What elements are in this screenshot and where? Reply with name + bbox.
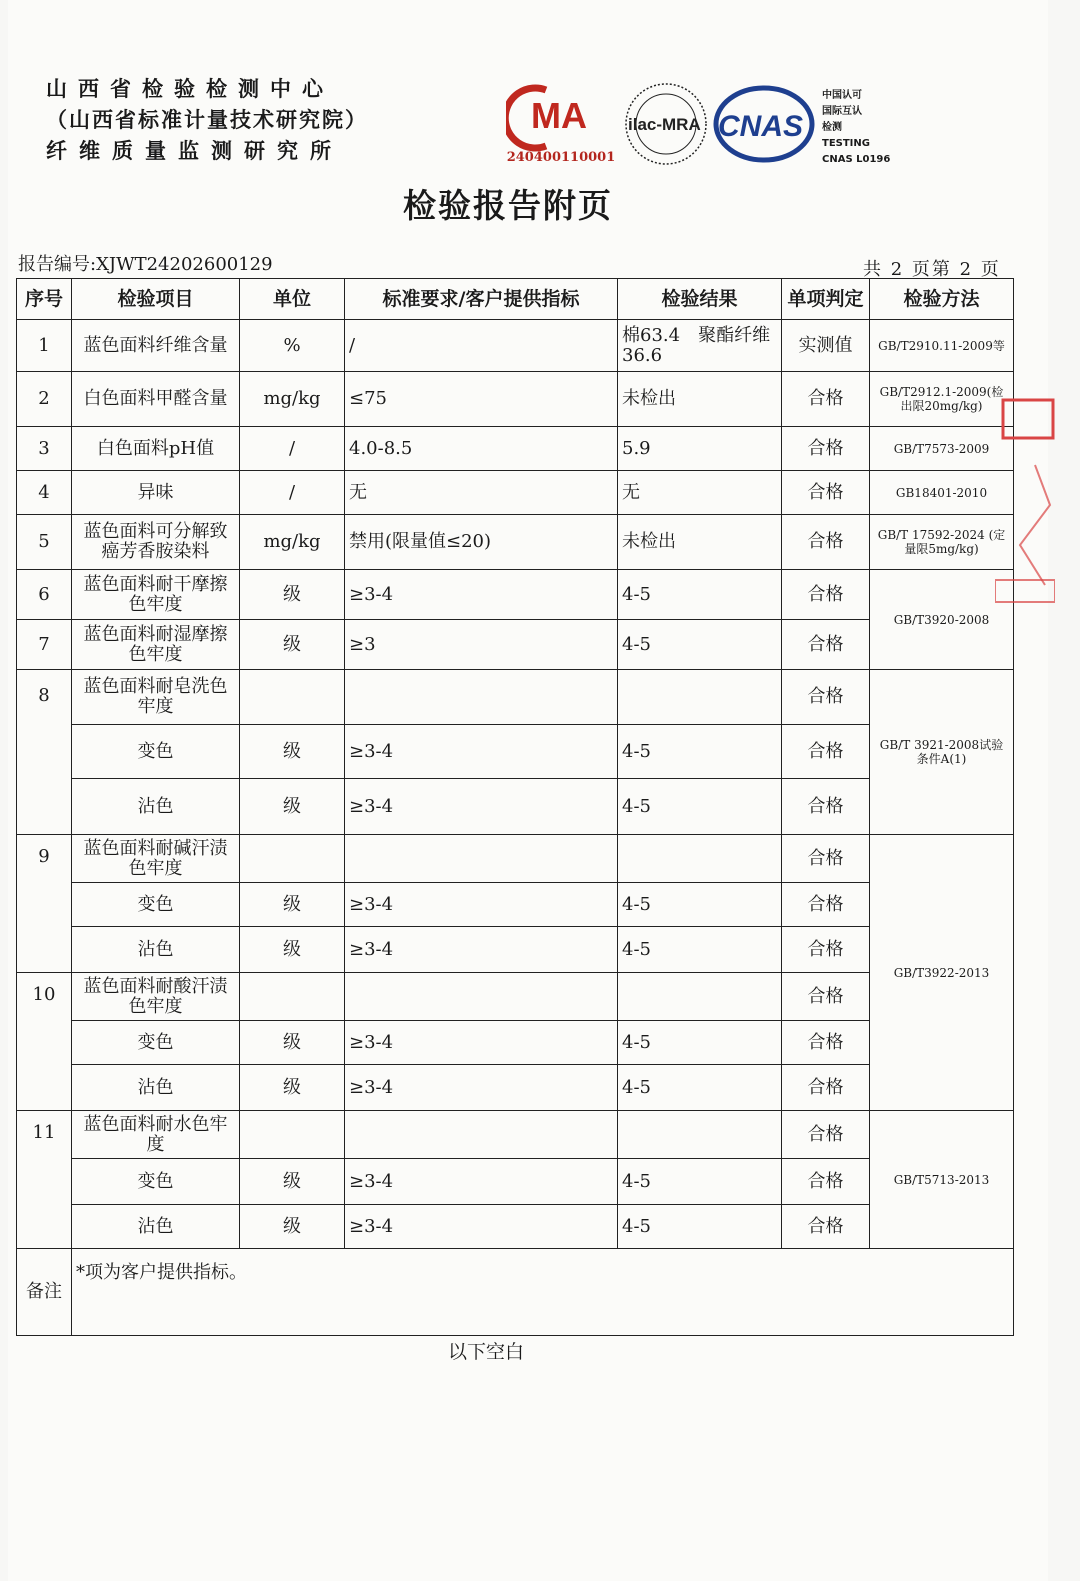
row-result <box>618 973 782 1021</box>
page-title: 检验报告附页 <box>403 186 613 225</box>
certification-logos <box>506 80 906 170</box>
cnas-line-1: 中国认可 <box>822 90 862 101</box>
table-row <box>17 725 1014 779</box>
row-requirement: ≥3-4 <box>345 1159 618 1205</box>
row-unit <box>240 670 345 725</box>
row-result: 4-5 <box>618 883 782 927</box>
row-result: 4-5 <box>618 1205 782 1249</box>
row-unit: / <box>240 471 345 515</box>
row-verdict: 合格 <box>782 883 870 927</box>
row-verdict: 合格 <box>782 927 870 973</box>
table-row <box>17 427 1014 471</box>
row-unit: mg/kg <box>240 372 345 427</box>
row-result <box>618 835 782 883</box>
table-header-row <box>17 279 1014 320</box>
table-row <box>17 927 1014 973</box>
table-row <box>17 1021 1014 1065</box>
row-requirement: ≥3-4 <box>345 1021 618 1065</box>
row-result <box>618 1111 782 1159</box>
row-result: 4-5 <box>618 1065 782 1111</box>
row-requirement: ≥3-4 <box>345 725 618 779</box>
row-no: 11 <box>17 1111 72 1249</box>
row-result: 4-5 <box>618 620 782 670</box>
row-requirement <box>345 670 618 725</box>
row-result: 4-5 <box>618 927 782 973</box>
row-item: 白色面料pH值 <box>72 427 240 471</box>
row-method: GB/T 17592-2024 (定量限5mg/kg) <box>870 515 1014 570</box>
row-result: 无 <box>618 471 782 515</box>
cnas-line-5: CNAS L0196 <box>822 154 891 165</box>
row-item: 变色 <box>72 1159 240 1205</box>
col-header-unit: 单位 <box>240 279 345 320</box>
row-unit: 级 <box>240 725 345 779</box>
row-unit: 级 <box>240 1159 345 1205</box>
cnas-logo <box>716 88 812 160</box>
row-requirement: ≥3-4 <box>345 1065 618 1111</box>
row-unit: 级 <box>240 1205 345 1249</box>
row-no: 4 <box>17 471 72 515</box>
table-row <box>17 883 1014 927</box>
row-verdict: 合格 <box>782 471 870 515</box>
row-no: 8 <box>17 670 72 835</box>
row-result <box>618 670 782 725</box>
row-requirement: ≤75 <box>345 372 618 427</box>
table-row <box>17 779 1014 835</box>
row-method: GB/T7573-2009 <box>870 427 1014 471</box>
row-verdict: 合格 <box>782 670 870 725</box>
row-requirement <box>345 1111 618 1159</box>
row-method: GB/T2910.11-2009等 <box>870 320 1014 372</box>
svg-text:MA: MA <box>531 95 587 136</box>
cnas-line-2: 国际互认 <box>822 106 862 117</box>
row-result: 4-5 <box>618 779 782 835</box>
table-row <box>17 320 1014 372</box>
row-no: 6 <box>17 570 72 620</box>
row-result: 4-5 <box>618 1159 782 1205</box>
row-method: GB/T3920-2008 <box>870 570 1014 670</box>
table-row <box>17 471 1014 515</box>
row-no: 5 <box>17 515 72 570</box>
remark-text: *项为客户提供指标。 <box>72 1249 1014 1336</box>
table-row <box>17 835 1014 883</box>
row-item: 变色 <box>72 883 240 927</box>
table-row <box>17 372 1014 427</box>
row-item: 蓝色面料耐干摩擦色牢度 <box>72 570 240 620</box>
cnas-accreditation-text <box>822 88 890 168</box>
svg-text:ilac-MRA: ilac-MRA <box>628 115 701 134</box>
row-unit: % <box>240 320 345 372</box>
row-verdict: 合格 <box>782 1111 870 1159</box>
cnas-line-4: TESTING <box>822 138 870 149</box>
row-verdict: 合格 <box>782 1205 870 1249</box>
row-result: 4-5 <box>618 725 782 779</box>
row-item: 异味 <box>72 471 240 515</box>
row-item: 蓝色面料耐湿摩擦色牢度 <box>72 620 240 670</box>
row-verdict: 合格 <box>782 725 870 779</box>
row-item: 蓝色面料耐水色牢度 <box>72 1111 240 1159</box>
remark-row <box>17 1249 1014 1336</box>
row-verdict: 合格 <box>782 779 870 835</box>
row-unit: mg/kg <box>240 515 345 570</box>
col-header-result: 检验结果 <box>618 279 782 320</box>
row-unit: 级 <box>240 927 345 973</box>
row-item: 蓝色面料可分解致癌芳香胺染料 <box>72 515 240 570</box>
row-unit: 级 <box>240 779 345 835</box>
row-requirement: 4.0-8.5 <box>345 427 618 471</box>
row-method: GB/T5713-2013 <box>870 1111 1014 1249</box>
row-requirement: 禁用(限量值≤20) <box>345 515 618 570</box>
row-no: 3 <box>17 427 72 471</box>
row-requirement: ≥3-4 <box>345 1205 618 1249</box>
row-verdict: 实测值 <box>782 320 870 372</box>
report-page <box>8 0 1048 1581</box>
row-item: 变色 <box>72 1021 240 1065</box>
row-requirement: ≥3 <box>345 620 618 670</box>
row-unit: 级 <box>240 570 345 620</box>
row-unit: 级 <box>240 1065 345 1111</box>
table-row <box>17 973 1014 1021</box>
ma-certificate-number: 240400110001 <box>506 150 616 165</box>
org-line-2: （山西省标准计量技术研究院） <box>46 108 368 132</box>
row-verdict: 合格 <box>782 973 870 1021</box>
row-requirement <box>345 835 618 883</box>
organization-name <box>46 74 368 167</box>
row-method: GB/T 3921-2008试验条件A(1) <box>870 670 1014 835</box>
table-row <box>17 670 1014 725</box>
row-item: 沾色 <box>72 927 240 973</box>
row-method: GB/T3922-2013 <box>870 835 1014 1111</box>
row-result: 4-5 <box>618 1021 782 1065</box>
row-item: 沾色 <box>72 1205 240 1249</box>
cma-logo <box>506 88 587 148</box>
row-no: 7 <box>17 620 72 670</box>
table-row <box>17 1065 1014 1111</box>
row-unit <box>240 1111 345 1159</box>
row-verdict: 合格 <box>782 1159 870 1205</box>
table-row <box>17 620 1014 670</box>
row-unit <box>240 835 345 883</box>
row-verdict: 合格 <box>782 427 870 471</box>
row-no: 1 <box>17 320 72 372</box>
row-method: GB18401-2010 <box>870 471 1014 515</box>
org-line-3: 纤维质量监测研究所 <box>46 139 343 163</box>
row-verdict: 合格 <box>782 620 870 670</box>
row-requirement: ≥3-4 <box>345 570 618 620</box>
row-unit: / <box>240 427 345 471</box>
row-verdict: 合格 <box>782 1065 870 1111</box>
row-verdict: 合格 <box>782 570 870 620</box>
row-result: 棉63.4 聚酯纤维36.6 <box>618 320 782 372</box>
row-verdict: 合格 <box>782 515 870 570</box>
col-header-requirement: 标准要求/客户提供指标 <box>345 279 618 320</box>
row-item: 沾色 <box>72 779 240 835</box>
row-method: GB/T2912.1-2009(检出限20mg/kg) <box>870 372 1014 427</box>
row-no: 10 <box>17 973 72 1111</box>
row-item: 蓝色面料耐酸汗渍色牢度 <box>72 973 240 1021</box>
table-row <box>17 515 1014 570</box>
col-header-item: 检验项目 <box>72 279 240 320</box>
row-requirement: 无 <box>345 471 618 515</box>
blank-below-note: 以下空白 <box>448 1341 525 1363</box>
ilac-mra-logo <box>626 84 706 164</box>
svg-text:CNAS: CNAS <box>718 110 804 143</box>
table-row <box>17 570 1014 620</box>
row-result: 5.9 <box>618 427 782 471</box>
row-no: 9 <box>17 835 72 973</box>
col-header-no: 序号 <box>17 279 72 320</box>
row-item: 蓝色面料耐皂洗色牢度 <box>72 670 240 725</box>
table-row <box>17 1205 1014 1249</box>
report-number: 报告编号:XJWT24202600129 <box>18 254 273 275</box>
row-requirement <box>345 973 618 1021</box>
row-item: 白色面料甲醛含量 <box>72 372 240 427</box>
row-requirement: ≥3-4 <box>345 927 618 973</box>
col-header-verdict: 单项判定 <box>782 279 870 320</box>
row-unit: 级 <box>240 620 345 670</box>
row-requirement: / <box>345 320 618 372</box>
row-no: 2 <box>17 372 72 427</box>
col-header-method: 检验方法 <box>870 279 1014 320</box>
row-result: 未检出 <box>618 515 782 570</box>
row-unit <box>240 973 345 1021</box>
table-row <box>17 1111 1014 1159</box>
org-line-1: 山西省检验检测中心 <box>46 77 334 101</box>
row-requirement: ≥3-4 <box>345 883 618 927</box>
row-verdict: 合格 <box>782 372 870 427</box>
cnas-line-3: 检测 <box>822 122 842 133</box>
row-requirement: ≥3-4 <box>345 779 618 835</box>
row-item: 变色 <box>72 725 240 779</box>
row-item: 沾色 <box>72 1065 240 1111</box>
row-verdict: 合格 <box>782 835 870 883</box>
row-result: 4-5 <box>618 570 782 620</box>
inspection-table <box>16 278 1014 1336</box>
row-unit: 级 <box>240 883 345 927</box>
row-verdict: 合格 <box>782 1021 870 1065</box>
remark-label: 备注 <box>17 1249 72 1336</box>
row-result: 未检出 <box>618 372 782 427</box>
red-seal-stamp <box>995 385 1055 615</box>
table-row <box>17 1159 1014 1205</box>
row-unit: 级 <box>240 1021 345 1065</box>
row-item: 蓝色面料纤维含量 <box>72 320 240 372</box>
page-count: 共 2 页第 2 页 <box>863 259 1001 280</box>
row-item: 蓝色面料耐碱汗渍色牢度 <box>72 835 240 883</box>
